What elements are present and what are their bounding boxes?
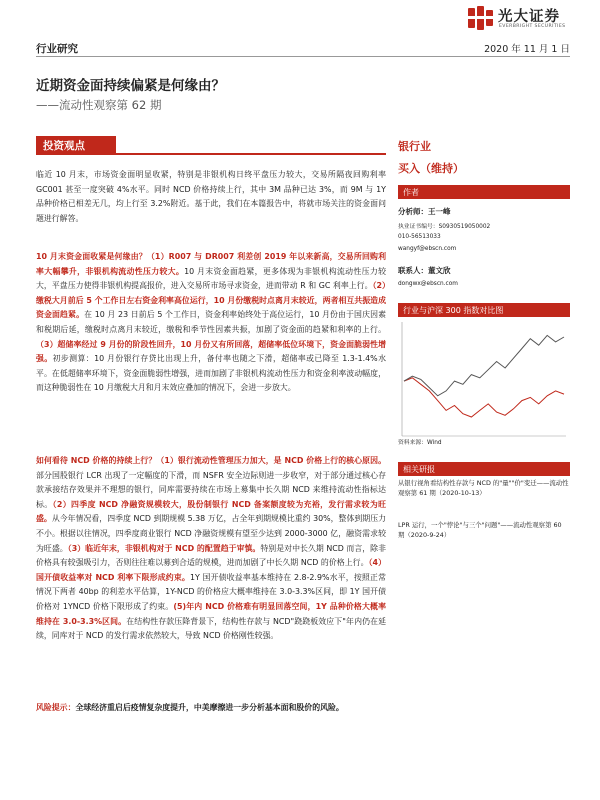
investment-view-divider: [36, 153, 386, 155]
contact-name: 联系人：董文欣: [398, 266, 451, 275]
highlight-text: （4）国开债收益率对 NCD 利率下限形成约束。: [36, 558, 386, 582]
paragraph-text: 在结构性存款压降背景下，结构性存款与 NCD"跷跷板效应下"年内仍在延续，同库对于 NCD 的发行需求依然较大，导致 NCD 价格刚性较强。: [36, 616, 386, 641]
risk-label: 风险提示：: [36, 703, 76, 712]
comparison-chart: [398, 318, 570, 440]
rating-value: 买入（维持）: [398, 162, 464, 175]
report-title: 近期资金面持续偏紧是何缘由？: [36, 78, 225, 94]
highlight-text: （2）四季度 NCD 净融资规模较大，股份制银行 NCD 备案额度较为充裕，发行需求较为旺盛。: [36, 499, 386, 524]
chart-series-line-1: [404, 335, 564, 395]
paragraph-text: 1Y 国开债收益率基本维持在 2.8-2.9%水平，按照正常情况下两者 40bp 的利差水平估算，1Y-NCD 的价格应大概率维持在 3.0-3.3%区间，即 1Y 国开债价格对 1YNCD 价格下限形成了约束。: [36, 572, 386, 611]
related-report-item[interactable]: 从银行视角看结构性存款与 NCD 的"量""价"变迁——流动性观察第 61 期（2020-10-13）: [398, 479, 569, 498]
header-divider: [36, 56, 570, 57]
paragraph-text: 初步测算：10 月份银行存贷比出现上升，备付率也随之下滑，超储率或已降至 1.3-1.4%水平。在低超储率环境下，资金面脆弱性增强，进而加剧了非银机构流动性压力和资金利率波动幅度，而这种脆弱性在 10 月缴税大月和月末效应叠加的情况下，会进一步放大。: [36, 354, 386, 393]
highlight-text: (5)年内 NCD 价格难有明显回落空间，1Y 品种价格大概率维持在 3.0-3.3%区间。: [36, 601, 386, 626]
paragraph-text: 部分国股银行 LCR 出现了一定幅度的下滑，而 NSFR 安全边际则进一步收窄，对于部分通过核心存款承接结存效果并不理想的银行，同库需要持续在市场上募集中长久期 NCD 来维持流动性指标达标。: [36, 470, 386, 509]
rating-industry: 银行业: [398, 140, 431, 153]
contact-email: dongwx@ebscn.com: [398, 281, 458, 287]
highlight-text: （2）缴税大月前后 5 个工作日左右资金利率高位运行，10 月份缴税时点离月末较近，两者相互共振造成资金面趋紧。: [36, 281, 386, 320]
highlight-text: 10 月末资金面收紧是何缘由？（1）R007 与 DR007 利差创 2019 年以来新高，交易所回购利率大幅攀升，非银机构流动性压力较大。: [36, 252, 386, 276]
section-label: 行业研究: [36, 43, 78, 55]
risk-text: 全球经济重启后疫情复杂度提升，中美摩擦进一步分析基本面和股价的风险。: [75, 703, 344, 712]
paragraph-text: 从今年情况看，四季度 NCD 到期规模 5.38 万亿，占全年到期规模比重约 30%，整体到期压力不小。根据以往情况，四季度商业银行 NCD 净融资规模有望至少达到 2000-3000 亿，融资需求较为旺盛。: [36, 514, 386, 553]
brand-logo: [466, 4, 496, 32]
paragraph-text: 特别是对中长久期 NCD 而言，除非价格具有较强吸引力，否则往往难以募到合适的规模，进而加剧了中长久期 NCD 的价格上行。: [36, 543, 386, 568]
highlight-text: 如何看待 NCD 价格的持续上行？（1）银行流动性管理压力加大，是 NCD 价格上行的核心原因。: [36, 456, 386, 465]
paragraph-text: 10 月末资金面趋紧，更多体现为非银机构流动性压力较大，平盘压力使得非银机构提高报价，进入交易所市场寻求资金，进而带动 R 和 GC 利率上行。: [36, 266, 386, 291]
logo-cut: [466, 16, 496, 19]
paragraph-ncd: [36, 454, 386, 644]
analyst-name: 分析师：王一峰: [398, 207, 451, 216]
paragraph-intro: [36, 168, 386, 226]
investment-view-tab: 投资观点: [36, 136, 116, 153]
report-date: 2020 年 11 月 1 日: [484, 44, 570, 55]
paragraph-risk: [36, 701, 386, 716]
chart-source: 资料来源：Wind: [398, 440, 442, 446]
chart-header: 行业与沪深 300 指数对比图: [398, 303, 570, 317]
brand-name: 光大证券: [498, 9, 560, 25]
highlight-text: （3）临近年末，非银机构对于 NCD 的配置趋于审慎。: [67, 543, 261, 553]
related-report-item[interactable]: LPR 运行，一个"悖论"与三个"问题"——流动性观察第 60 期（2020-9-24）: [398, 521, 562, 540]
paragraph-reasons: [36, 250, 386, 396]
brand-name-en: EVERBRIGHT SECURITIES: [499, 24, 566, 29]
author-header: 作者: [398, 185, 570, 199]
analyst-email: wangyf@ebscn.com: [398, 246, 457, 252]
paragraph-text: 在 10 月 23 日前后 5 个工作日，资金利率始终处于高位运行，10 月份由于国庆因素和税期后延，缴税时点离月末较近，缴税和季节性因素共振，加剧了资金面的趋紧和利率的上行。: [36, 310, 386, 334]
chart-series-line-0: [404, 378, 564, 417]
highlight-text: （3）超储率经过 9 月份的阶段性回升，10 月份又有所回落，超储率低位环境下，资金面脆弱性增强。: [36, 339, 386, 364]
certificate-number: 执业证书编号：S0930519050002: [398, 224, 491, 230]
analyst-phone: 010-56513033: [398, 234, 441, 240]
related-reports-header: 相关研报: [398, 462, 570, 476]
report-subtitle: ——流动性观察第 62 期: [36, 98, 162, 112]
paragraph-text: 临近 10 月末，市场资金面明显收紧，特别是非银机构日终平盘压力较大，交易所隔夜回购利率 GC001 甚至一度突破 4%水平。同时 NCD 价格持续上行，其中 3M 品种已达 3%，而 9M 与 1Y 品种价格已相差无几，均上行至 3.2%附近。基于此，我们在本篇报告中，将就市场关注的资金面问题进行解答。: [36, 170, 386, 223]
